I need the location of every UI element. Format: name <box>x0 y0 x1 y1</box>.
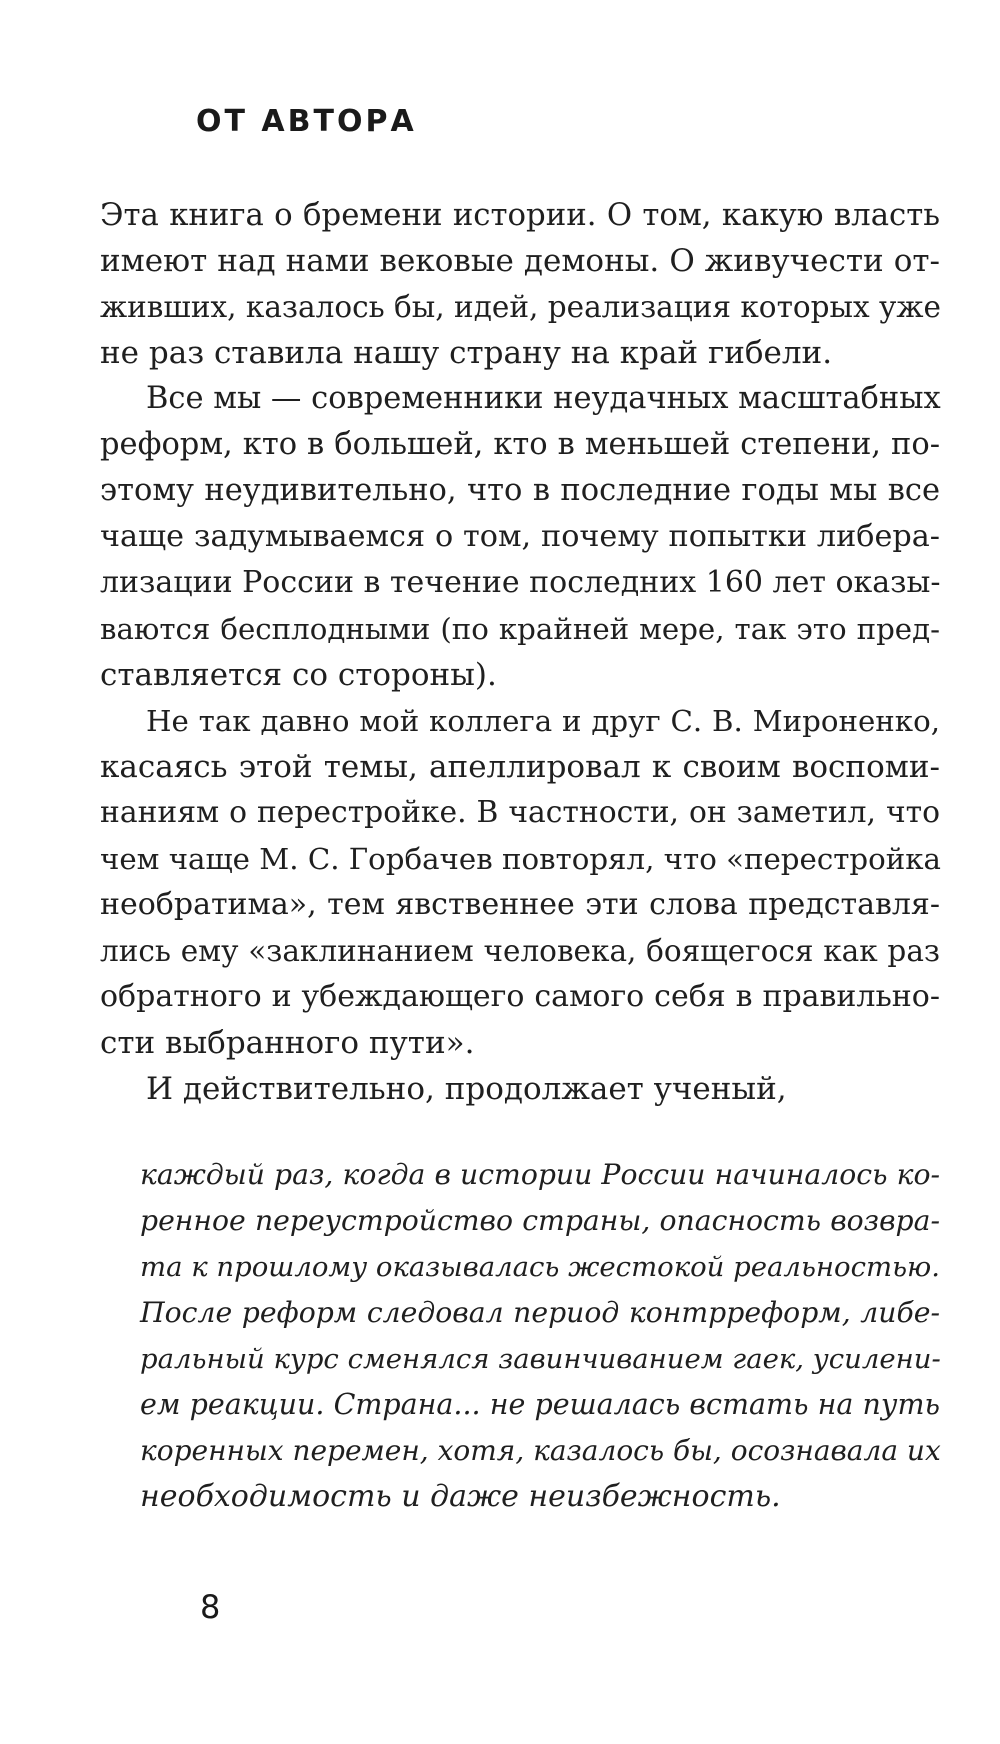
quote-line: ем реакции. Страна... не решалась встать на путь <box>140 1388 940 1421</box>
text-line: обратного и убеждающего самого себя в правильно- <box>100 979 940 1014</box>
text-line: Эта книга о бремени истории. О том, какую власть <box>100 197 940 233</box>
quote-line: та к прошлому оказывалась жестокой реальностью. <box>140 1251 940 1283</box>
text-line: лизации России в течение последних 160 лет оказы- <box>100 565 941 600</box>
text-line: сти выбранного пути». <box>100 1025 475 1061</box>
paragraph-3 <box>100 698 940 1066</box>
text-line: этому неудивительно, что в последние годы мы все <box>100 473 940 508</box>
quote-line: ренное переустройство страны, опасность возвра- <box>140 1204 940 1237</box>
text-line: необратима», тем явственнее эти слова представля- <box>100 887 940 922</box>
text-line: Не так давно мой коллега и друг С. В. Мироненко, <box>146 704 940 738</box>
text-line: лись ему «заклинанием человека, боящегося как раз <box>100 934 940 968</box>
text-line: живших, казалось бы, идей, реализация которых уже <box>100 290 941 324</box>
quote-line: коренных перемен, хотя, казалось бы, осознавала их <box>140 1434 941 1467</box>
text-line: касаясь этой темы, апеллировал к своим воспоми- <box>100 749 940 785</box>
quote-line: После реформ следовал период контрреформ, либе- <box>140 1296 940 1329</box>
body-text <box>100 192 940 1112</box>
quote-line: необходимость и даже неизбежность. <box>140 1479 781 1514</box>
block-quote <box>140 1152 940 1520</box>
text-line: ставляется со стороны). <box>100 657 497 693</box>
text-line: наниям о перестройке. В частности, он заметил, что <box>100 795 940 830</box>
quote-line: ральный курс сменялся завинчиванием гаек, усилени- <box>140 1343 941 1375</box>
paragraph-2 <box>100 376 940 698</box>
quote-line: каждый раз, когда в истории России начиналось ко- <box>140 1158 940 1191</box>
chapter-heading: ОТ АВТОРА <box>196 104 417 139</box>
text-line: ваются бесплодными (по крайней мере, так это пред- <box>100 612 940 646</box>
text-line: имеют над нами вековые демоны. О живучести от- <box>100 243 940 279</box>
text-line: И действительно, продолжает ученый, <box>146 1071 787 1107</box>
text-line: не раз ставила нашу страну на край гибели. <box>100 335 833 371</box>
text-line: реформ, кто в большей, кто в меньшей степени, по- <box>100 427 940 462</box>
page-number: 8 <box>200 1588 221 1626</box>
text-line: чем чаще М. С. Горбачев повторял, что «перестройка <box>100 842 941 876</box>
text-line: Все мы — современники неудачных масштабных <box>146 381 941 416</box>
paragraph-1 <box>100 192 940 376</box>
paragraph-4 <box>100 1066 940 1112</box>
text-line: чаще задумываемся о том, почему попытки либера- <box>100 519 940 554</box>
